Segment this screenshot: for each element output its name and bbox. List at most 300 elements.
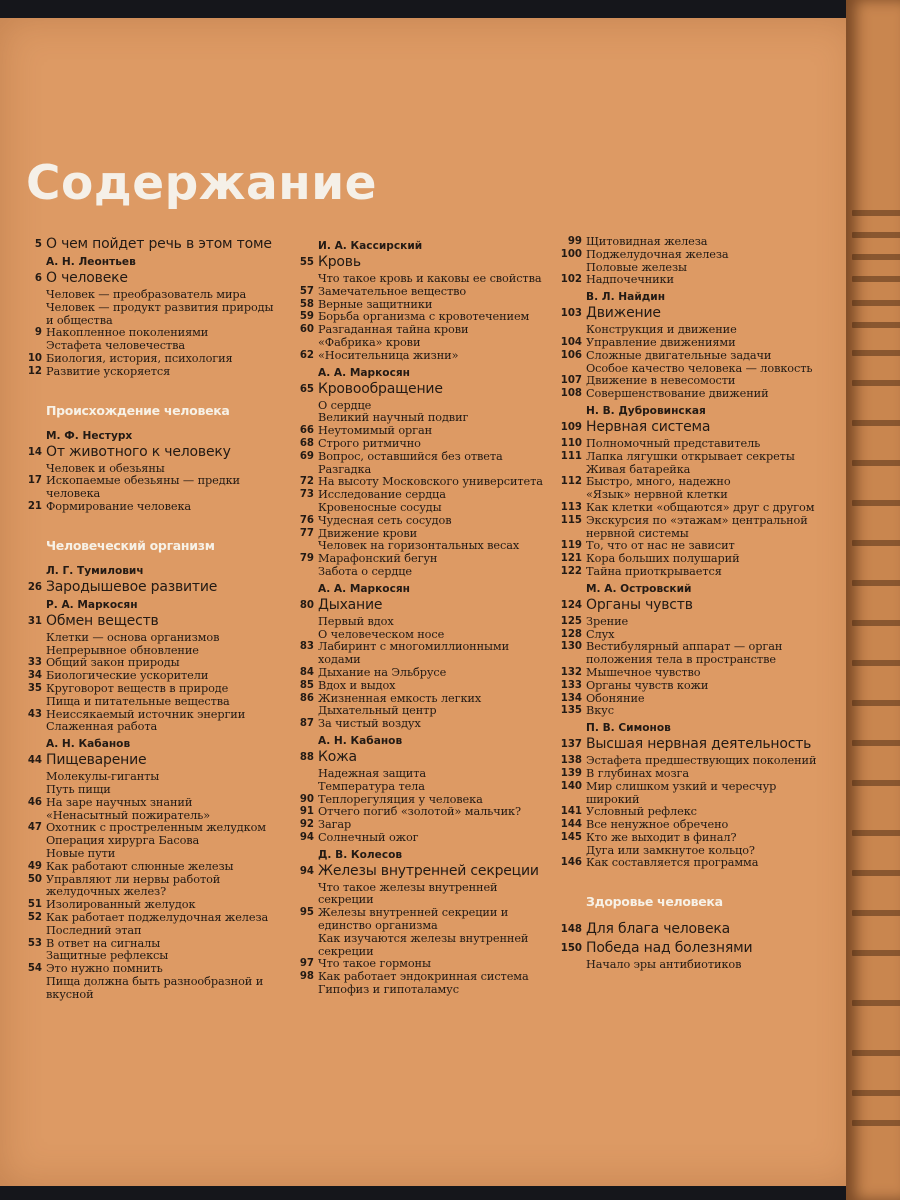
toc-entry — [18, 475, 276, 501]
page-number: 90 — [299, 793, 314, 805]
chapter-entry — [290, 381, 548, 397]
entry-title: Как клетки «общаются» друг с другом — [586, 500, 815, 514]
chapter-title: Зародышевое развитие — [46, 578, 218, 595]
chapter-title: От животного к человеку — [46, 443, 231, 460]
entry-title: Накопленное поколениями — [46, 326, 209, 340]
chapter-entry — [558, 921, 818, 937]
toc-entry — [18, 976, 276, 1002]
page-number: 115 — [560, 514, 582, 526]
entry-title: На заре научных знаний — [46, 795, 193, 809]
entry-title: Неутомимый орган — [318, 424, 433, 438]
entry-title: Строго ритмично — [318, 436, 421, 450]
entry-title: Клетки — основа организмов — [46, 630, 220, 644]
entry-title: Как работает эндокринная система — [318, 970, 529, 984]
chapter-entry — [18, 270, 276, 286]
entry-title: Начало эры антибиотиков — [586, 958, 742, 972]
page-number: 92 — [299, 819, 314, 831]
section-header: Человеческий организм — [46, 537, 215, 553]
page-number: 53 — [27, 937, 42, 949]
toc-entry — [18, 899, 276, 912]
entry-title: Что такое кровь и каковы ее свойства — [318, 272, 542, 285]
page-number — [290, 540, 318, 553]
page-number: 107 — [560, 375, 582, 387]
toc-entry — [290, 641, 548, 667]
entry-title: Защитные рефлексы — [46, 949, 169, 963]
page-number: 52 — [27, 911, 42, 923]
page-number — [18, 925, 46, 938]
entry-title: Дуга или замкнутое кольцо? — [586, 843, 755, 857]
chapter-title: Нервная система — [586, 418, 711, 435]
page-number: 102 — [560, 274, 582, 286]
page-number — [290, 933, 318, 959]
toc-entry — [18, 302, 276, 328]
chapter-title: Пищеварение — [46, 752, 147, 769]
entry-title: Что такое гормоны — [318, 957, 431, 971]
toc-entry — [18, 696, 276, 709]
page-number: 54 — [27, 963, 42, 975]
entry-title: В глубинах мозга — [586, 766, 689, 780]
entry-title: Надпочечники — [586, 273, 674, 287]
page-number — [290, 629, 318, 642]
entry-title: Дыхательный центр — [318, 704, 437, 718]
page-number — [18, 950, 46, 963]
author-name: Р. А. Маркосян — [46, 598, 138, 611]
entry-title: Борьба организма с кровотечением — [318, 310, 530, 324]
page-number: 104 — [560, 336, 582, 348]
chapter-title: Железы внутренней секреции — [318, 862, 539, 879]
entry-title: Кора больших полушарий — [586, 552, 740, 566]
page-number: 113 — [560, 501, 582, 513]
toc-entry — [290, 273, 548, 286]
chapter-title: О чем пойдет речь в этом томе — [46, 236, 272, 252]
page-number: 87 — [299, 718, 314, 730]
entry-title: «Язык» нервной клетки — [586, 488, 728, 502]
entry-title: Операция хирурга Басова — [46, 834, 200, 848]
entry-title: «Фабрика» крови — [318, 335, 421, 349]
toc-entry — [290, 350, 548, 363]
entry-title: Разгадка — [318, 462, 372, 476]
page-number: 79 — [299, 553, 314, 565]
entry-title: Биология, история, психология — [46, 351, 233, 365]
entry-title: Вестибулярный аппарат — орган положения тела в пространстве — [586, 640, 783, 667]
page-number: 58 — [299, 298, 314, 310]
page-number: 130 — [560, 641, 582, 653]
chapter-title: Высшая нервная деятельность — [586, 736, 812, 753]
toc-entry — [18, 963, 276, 976]
entry-title: Управляют ли нервы работой желудочных желез? — [46, 872, 221, 899]
toc-column-right — [558, 236, 818, 972]
toc-title: Содержание — [26, 156, 378, 211]
entry-title: Лапка лягушки открывает секреты — [586, 449, 795, 463]
page-number: 109 — [560, 421, 582, 433]
entry-title: Что такое железы внутренней секреции — [318, 880, 498, 907]
page-number — [18, 463, 46, 476]
toc-entry — [290, 515, 548, 528]
entry-title: Щитовидная железа — [586, 235, 708, 248]
section-header: Происхождение человека — [46, 402, 230, 418]
entry-title: Ископаемые обезьяны — предки человека — [46, 474, 240, 501]
chapter-entry — [290, 597, 548, 613]
toc-entry — [558, 388, 818, 401]
page-number: 134 — [560, 692, 582, 704]
toc-entry — [290, 616, 548, 629]
entry-title: Совершенствование движений — [586, 387, 769, 401]
entry-title: «Ненасытный пожиратель» — [46, 808, 211, 822]
page-number: 51 — [27, 899, 42, 911]
page-number: 106 — [560, 349, 582, 361]
toc-entry — [558, 616, 818, 629]
toc-entry — [18, 289, 276, 302]
chapter-entry — [290, 254, 548, 270]
page-number — [290, 400, 318, 413]
toc-column-left — [18, 236, 276, 1001]
page-number: 9 — [34, 327, 42, 339]
page-number — [290, 273, 318, 286]
page-number: 46 — [27, 796, 42, 808]
toc-entry — [290, 819, 548, 832]
toc-entry — [290, 984, 548, 997]
entry-title: Как составляется программа — [586, 856, 759, 870]
page-number: 139 — [560, 767, 582, 779]
entry-title: О человеческом носе — [318, 627, 445, 641]
chapter-title: Дыхание — [318, 596, 383, 613]
chapter-entry — [290, 863, 548, 879]
author-name: Н. В. Дубровинская — [586, 404, 706, 417]
entry-title: Круговорот веществ в природе — [46, 681, 229, 695]
toc-entry — [290, 337, 548, 350]
page-number — [290, 616, 318, 629]
page-number: 12 — [27, 365, 42, 377]
toc-entry — [290, 680, 548, 693]
entry-title: Разгаданная тайна крови — [318, 323, 469, 337]
entry-title: Вкус — [586, 704, 614, 718]
page-number — [18, 721, 46, 734]
entry-title: То, что от нас не зависит — [586, 539, 735, 553]
page-number — [18, 645, 46, 658]
author-name: А. Н. Кабанов — [46, 738, 131, 751]
entry-title: Чудесная сеть сосудов — [318, 513, 452, 527]
entry-title: Верные защитники — [318, 297, 433, 311]
page-number: 108 — [560, 388, 582, 400]
entry-title: Эстафета человечества — [46, 339, 185, 353]
entry-title: Гипофиз и гипоталамус — [318, 983, 459, 997]
entry-title: Жизненная емкость легких — [318, 691, 482, 705]
entry-title: Замечательное вещество — [318, 284, 467, 298]
page-number: 148 — [560, 924, 582, 936]
page-number: 138 — [560, 755, 582, 767]
toc-entry — [290, 768, 548, 781]
page-number: 73 — [299, 489, 314, 501]
page-number: 17 — [27, 475, 42, 487]
entry-title: Как работают слюнные железы — [46, 859, 234, 873]
page-number: 44 — [27, 755, 42, 767]
page-number — [290, 781, 318, 794]
chapter-entry — [18, 752, 276, 768]
page-number: 94 — [299, 865, 314, 877]
chapter-title: Кожа — [318, 748, 357, 765]
toc-entry — [18, 683, 276, 696]
toc-entry — [558, 705, 818, 718]
toc-entry — [290, 502, 548, 515]
page-number: 132 — [560, 666, 582, 678]
page-number: 125 — [560, 615, 582, 627]
entry-title: Дыхание на Эльбрусе — [318, 665, 447, 679]
author-name: Л. Г. Тумилович — [46, 564, 144, 577]
page-number: 76 — [299, 514, 314, 526]
toc-entry — [558, 337, 818, 350]
entry-title: Как изучаются железы внутренней секреции — [318, 931, 529, 958]
page-number: 31 — [27, 615, 42, 627]
page-number: 99 — [567, 236, 582, 247]
entry-title: Мир слишком узкий и чересчур широкий — [586, 779, 777, 806]
chapter-entry — [558, 305, 818, 321]
chapter-entry — [18, 613, 276, 629]
toc-entry — [558, 502, 818, 515]
page-number — [558, 489, 586, 502]
entry-title: Человек на горизонтальных весах — [318, 539, 520, 553]
toc-entry — [558, 667, 818, 680]
entry-title: Отчего погиб «золотой» мальчик? — [318, 805, 521, 819]
page-number: 121 — [560, 553, 582, 565]
author-name: А. А. Маркосян — [318, 582, 410, 595]
page-number: 91 — [299, 806, 314, 818]
toc-entry — [18, 366, 276, 379]
toc-entry — [558, 857, 818, 870]
page-number: 122 — [560, 565, 582, 577]
entry-title: Тайна приоткрывается — [586, 564, 722, 578]
page-number: 103 — [560, 308, 582, 320]
author-name: В. Л. Найдин — [586, 291, 666, 304]
page-number: 98 — [299, 971, 314, 983]
page-number: 80 — [299, 599, 314, 611]
entry-title: Зрение — [586, 614, 629, 628]
entry-title: Теплорегуляция у человека — [318, 792, 483, 806]
entry-title: Человек и обезьяны — [46, 461, 165, 475]
page-number — [18, 810, 46, 823]
author-name: М. А. Островский — [586, 582, 692, 595]
page-number: 34 — [27, 670, 42, 682]
chapter-title: О человеке — [46, 270, 128, 286]
entry-title: Пища и питательные вещества — [46, 694, 230, 708]
toc-entry — [18, 721, 276, 734]
entry-title: Все ненужное обречено — [586, 818, 729, 832]
entry-title: Великий научный подвиг — [318, 411, 469, 425]
page-number: 128 — [560, 628, 582, 640]
entry-title: Сложные двигательные задачи — [586, 348, 772, 362]
page-number — [290, 882, 318, 908]
entry-title: Как работает поджелудочная железа — [46, 910, 269, 924]
toc-entry — [18, 874, 276, 900]
page-number: 77 — [299, 527, 314, 539]
entry-title: На высоту Московского университета — [318, 475, 543, 489]
page-number: 43 — [27, 708, 42, 720]
page-number: 57 — [299, 285, 314, 297]
author-name: А. Н. Леонтьев — [46, 256, 136, 268]
entry-title: Слаженная работа — [46, 720, 158, 734]
page-number: 135 — [560, 705, 582, 717]
entry-title: Это нужно помнить — [46, 962, 163, 976]
entry-title: Молекулы-гиганты — [46, 770, 160, 784]
entry-title: Лабиринт с многомиллионными ходами — [318, 640, 510, 667]
entry-title: Эстафета предшествующих поколений — [586, 754, 817, 768]
toc-entry — [18, 861, 276, 874]
page-number: 137 — [560, 739, 582, 751]
page-number — [18, 784, 46, 797]
page-number: 35 — [27, 682, 42, 694]
chapter-entry — [558, 597, 818, 613]
entry-title: Забота о сердце — [318, 564, 412, 578]
entry-title: За чистый воздух — [318, 717, 421, 731]
entry-title: Путь пищи — [46, 782, 111, 796]
toc-entry — [558, 641, 818, 667]
page-number — [558, 464, 586, 477]
chapter-title: Органы чувств — [586, 596, 693, 613]
entry-title: Поджелудочная железа — [586, 247, 729, 261]
entry-title: Половые железы — [586, 260, 687, 274]
entry-title: Органы чувств кожи — [586, 678, 709, 692]
page-number: 146 — [560, 857, 582, 869]
entry-title: Конструкция и движение — [586, 323, 737, 337]
entry-title: Полномочный представитель — [586, 436, 761, 450]
author-name: А. А. Маркосян — [318, 366, 410, 379]
page-number: 140 — [560, 780, 582, 792]
page-number: 112 — [560, 476, 582, 488]
entry-title: Изолированный желудок — [46, 898, 196, 912]
toc-entry — [290, 451, 548, 464]
entry-title: О сердце — [318, 398, 372, 412]
page-number: 124 — [560, 599, 582, 611]
entry-title: Человек — продукт развития природы и общества — [46, 300, 274, 327]
page-number: 83 — [299, 641, 314, 653]
entry-title: Движение в невесомости — [586, 374, 736, 388]
toc-entry — [290, 566, 548, 579]
chapter-entry — [558, 736, 818, 752]
page-number: 94 — [299, 831, 314, 843]
entry-title: Особое качество человека — ловкость — [586, 361, 813, 375]
chapter-title: Движение — [586, 305, 661, 322]
page-number — [290, 984, 318, 997]
toc-entry — [558, 781, 818, 807]
toc-entry — [558, 515, 818, 541]
toc-entry — [290, 832, 548, 845]
toc-entry — [18, 784, 276, 797]
toc-column-middle — [290, 236, 548, 997]
toc-entry — [558, 768, 818, 781]
entry-title: Кто же выходит в финал? — [586, 830, 737, 844]
entry-title: Новые пути — [46, 846, 116, 860]
page-number: 6 — [34, 273, 42, 284]
page-number — [18, 771, 46, 784]
page-number: 97 — [299, 958, 314, 970]
toc-entry — [290, 718, 548, 731]
page-number — [18, 835, 46, 848]
page-number: 145 — [560, 831, 582, 843]
entry-title: Живая батарейка — [586, 462, 691, 476]
entry-title: Формирование человека — [46, 499, 192, 513]
page-number — [290, 337, 318, 350]
entry-title: Надежная защита — [318, 766, 427, 780]
toc-entry — [558, 680, 818, 693]
page-number: 141 — [560, 806, 582, 818]
toc-entry — [558, 236, 818, 249]
entry-title: Непрерывное обновление — [46, 643, 199, 657]
page-number: 84 — [299, 666, 314, 678]
page-number: 50 — [27, 873, 42, 885]
entry-title: Вопрос, оставшийся без ответа — [318, 449, 503, 463]
page-number: 65 — [299, 383, 314, 395]
page-number — [290, 566, 318, 579]
chapter-title: Для блага человека — [586, 921, 731, 938]
page-number — [18, 848, 46, 861]
next-page-edge — [846, 0, 900, 1200]
page-number: 110 — [560, 437, 582, 449]
page-number: 66 — [299, 425, 314, 437]
entry-title: Пища должна быть разнообразной и вкусной — [46, 974, 264, 1001]
page-number: 26 — [27, 581, 42, 593]
chapter-title: Кровообращение — [318, 380, 443, 397]
toc-entry — [558, 274, 818, 287]
page-number: 133 — [560, 679, 582, 691]
entry-title: Условный рефлекс — [586, 805, 697, 819]
toc-entry — [18, 501, 276, 514]
page-number — [558, 324, 586, 337]
section-header: Здоровье человека — [586, 894, 723, 910]
page-number: 21 — [27, 500, 42, 512]
toc-entry — [18, 835, 276, 848]
page-number: 33 — [27, 657, 42, 669]
page-number — [558, 363, 586, 376]
author-name: И. А. Кассирский — [318, 240, 423, 252]
toc-entry — [18, 353, 276, 366]
entry-title: Железы внутренней секреции и единство организма — [318, 906, 509, 933]
chapter-entry — [558, 419, 818, 435]
page-number: 100 — [560, 248, 582, 260]
entry-title: Кровеносные сосуды — [318, 500, 442, 514]
page-number — [290, 464, 318, 477]
toc-entry — [290, 907, 548, 933]
toc-entry — [558, 755, 818, 768]
toc-entry — [290, 933, 548, 959]
entry-title: Биологические ускорители — [46, 669, 209, 683]
chapter-entry — [290, 749, 548, 765]
page-number: 47 — [27, 822, 42, 834]
toc-entry — [558, 959, 818, 972]
toc-entry — [290, 882, 548, 908]
toc-entry — [290, 667, 548, 680]
page-number — [18, 302, 46, 328]
page-number: 10 — [27, 352, 42, 364]
chapter-title: Кровь — [318, 254, 361, 270]
entry-title: Общий закон природы — [46, 656, 180, 670]
entry-title: В ответ на сигналы — [46, 936, 161, 950]
page-number — [558, 845, 586, 858]
entry-title: Слух — [586, 627, 615, 641]
page-number — [18, 340, 46, 353]
entry-title: Управление движениями — [586, 335, 736, 349]
entry-title: Обоняние — [586, 691, 645, 705]
chapter-entry — [18, 444, 276, 460]
toc-entry — [290, 781, 548, 794]
page-number: 5 — [34, 239, 42, 250]
page-number — [18, 289, 46, 302]
toc-entry — [290, 438, 548, 451]
page-number: 72 — [299, 476, 314, 488]
author-name: Д. В. Колесов — [318, 848, 403, 861]
toc-entry — [558, 566, 818, 579]
chapter-title: Обмен веществ — [46, 612, 159, 629]
entry-title: Солнечный ожог — [318, 830, 419, 844]
toc-entry — [290, 286, 548, 299]
